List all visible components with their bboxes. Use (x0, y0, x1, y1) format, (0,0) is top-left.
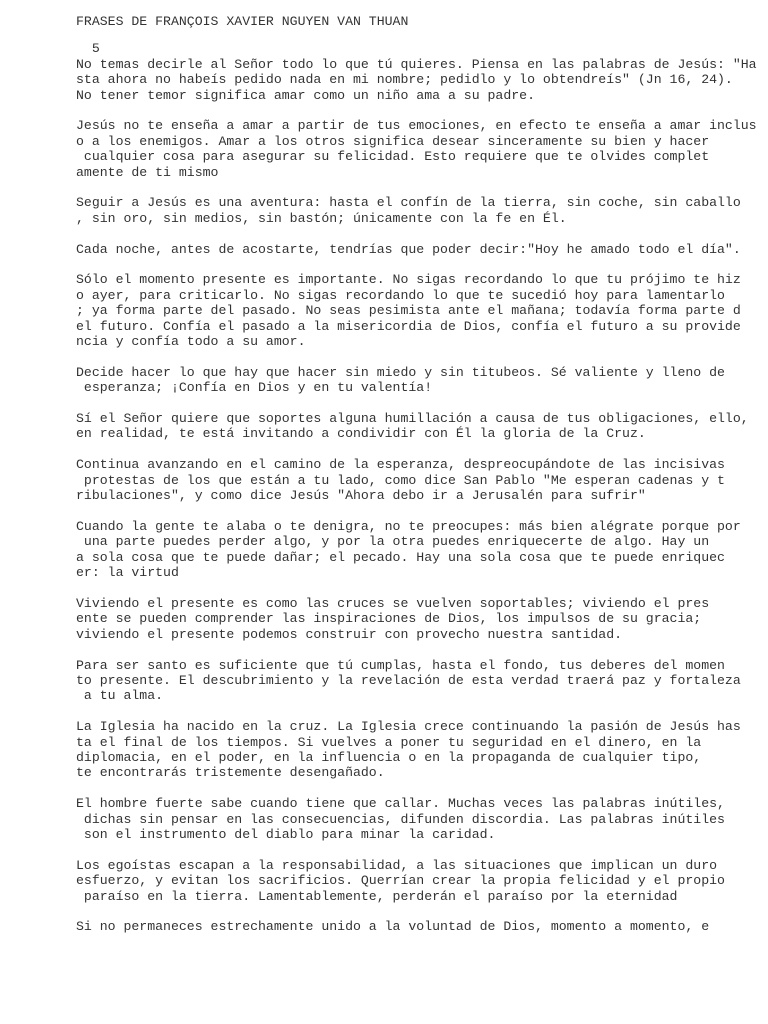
paragraph-line: No tener temor significa amar como un niño ama a su padre. (76, 87, 535, 103)
paragraph (76, 796, 756, 842)
paragraph (76, 57, 756, 103)
paragraph-line: son el instrumento del diablo para minar la caridad. (76, 826, 496, 842)
paragraph-line: ribulaciones", y como dice Jesús "Ahora debo ir a Jerusalén para sufrir" (76, 488, 646, 504)
paragraph-line: ncia y confía todo a su amor. (76, 334, 306, 350)
paragraph-line: esfuerzo, y evitan los sacrificios. Querrían crear la propia felicidad y el propio (76, 873, 725, 889)
paragraph-line: el futuro. Confía el pasado a la misericordia de Dios, confía el futuro a su provide (76, 318, 741, 334)
paragraph-line: Para ser santo es suficiente que tú cumplas, hasta el fondo, tus deberes del momen (76, 657, 725, 673)
paragraph-line: paraíso en la tierra. Lamentablemente, perderán el paraíso por la eternidad (76, 888, 678, 904)
paragraph-line: dichas sin pensar en las consecuencias, difunden discordia. Las palabras inútiles (76, 811, 725, 827)
paragraph-line: o ayer, para criticarlo. No sigas recordando lo que te sucedió hoy para lamentarlo (76, 287, 725, 303)
paragraph (76, 719, 756, 781)
document-title: FRASES DE FRANÇOIS XAVIER NGUYEN VAN THUAN (76, 14, 409, 29)
paragraph (76, 858, 756, 904)
paragraph-line: sta ahora no habeís pedido nada en mi nombre; pedidlo y lo obtendreís" (Jn 16, 24). (76, 72, 733, 88)
paragraph (76, 596, 756, 642)
paragraph (76, 457, 756, 503)
paragraph-line: er: la virtud (76, 565, 179, 581)
paragraph-line: una parte puedes perder algo, y por la otra puedes enriquecerte de algo. Hay un (76, 534, 710, 550)
paragraph (76, 242, 756, 257)
paragraph-line: Si no permaneces estrechamente unido a la voluntad de Dios, momento a momento, e (76, 919, 710, 935)
paragraph (76, 919, 756, 934)
paragraph-line: protestas de los que están a tu lado, como dice San Pablo "Me esperan cadenas y t (76, 472, 725, 488)
paragraph-line: a sola cosa que te puede dañar; el pecado. Hay una sola cosa que te puede enriquec (76, 549, 725, 565)
paragraph-line: Sólo el momento presente es importante. No sigas recordando lo que tu prójimo te hiz (76, 272, 741, 288)
paragraph-line: ta el final de los tiempos. Si vuelves a poner tu seguridad en el dinero, en la (76, 734, 702, 750)
paragraph-line: Cuando la gente te alaba o te denigra, no te preocupes: más bien alégrate porque por (76, 518, 741, 534)
paragraph (76, 365, 756, 396)
document-page (76, 6, 756, 950)
paragraph (76, 118, 756, 180)
paragraph-line: en realidad, te está invitando a condividir con Él la gloria de la Cruz. (76, 426, 646, 442)
paragraph-line: te encontrarás tristemente desengañado. (76, 765, 385, 781)
paragraph-line: viviendo el presente podemos construir con provecho nuestra santidad. (76, 626, 623, 642)
paragraph-line: , sin oro, sin medios, sin bastón; únicamente con la fe en Él. (76, 210, 567, 226)
paragraph-line: to presente. El descubrimiento y la revelación de esta verdad traerá paz y fortaleza (76, 672, 741, 688)
paragraph-line: Cada noche, antes de acostarte, tendrías que poder decir:"Hoy he amado todo el día". (76, 241, 741, 257)
paragraph-line: diplomacia, en el poder, en la influencia o en la propaganda de cualquier tipo, (76, 749, 702, 765)
paragraph (76, 411, 756, 442)
paragraph-line: El hombre fuerte sabe cuando tiene que callar. Muchas veces las palabras inútiles, (76, 796, 725, 812)
paragraph-line: Seguir a Jesús es una aventura: hasta el confín de la tierra, sin coche, sin caballo (76, 195, 741, 211)
paragraph-line: Sí el Señor quiere que soportes alguna humillación a causa de tus obligaciones, ello, (76, 411, 749, 427)
paragraph-line: Los egoístas escapan a la responsabilidad, a las situaciones que implican un duro (76, 857, 718, 873)
paragraph-line: Continua avanzando en el camino de la esperanza, despreocupándote de las incisivas (76, 457, 725, 473)
paragraph-line: Decide hacer lo que hay que hacer sin miedo y sin titubeos. Sé valiente y lleno de (76, 364, 725, 380)
paragraph-line: a tu alma. (76, 688, 164, 704)
paragraph-list (76, 57, 756, 935)
paragraph-line: Jesús no te enseña a amar a partir de tus emociones, en efecto te enseña a amar inclus (76, 118, 757, 134)
paragraph (76, 272, 756, 349)
paragraph (76, 519, 756, 581)
paragraph-line: esperanza; ¡Confía en Dios y en tu valentía! (76, 380, 433, 396)
paragraph-line: No temas decirle al Señor todo lo que tú quieres. Piensa en las palabras de Jesús: "Ha (76, 56, 757, 72)
paragraph-line: ; ya forma parte del pasado. No seas pesimista ante el mañana; todavía forma parte d (76, 303, 741, 319)
paragraph-line: o a los enemigos. Amar a los otros significa desear sinceramente su bien y hacer (76, 133, 710, 149)
paragraph-line: amente de ti mismo (76, 164, 219, 180)
paragraph (76, 658, 756, 704)
paragraph-line: La Iglesia ha nacido en la cruz. La Iglesia crece continuando la pasión de Jesús has (76, 719, 741, 735)
page-number: 5 (76, 41, 100, 57)
paragraph (76, 195, 756, 226)
paragraph-line: Viviendo el presente es como las cruces se vuelven soportables; viviendo el pres (76, 595, 710, 611)
paragraph-line: cualquier cosa para asegurar su felicidad. Esto requiere que te olvides complet (76, 149, 710, 165)
paragraph-line: ente se pueden comprender las inspiraciones de Dios, los impulsos de su gracia; (76, 611, 702, 627)
